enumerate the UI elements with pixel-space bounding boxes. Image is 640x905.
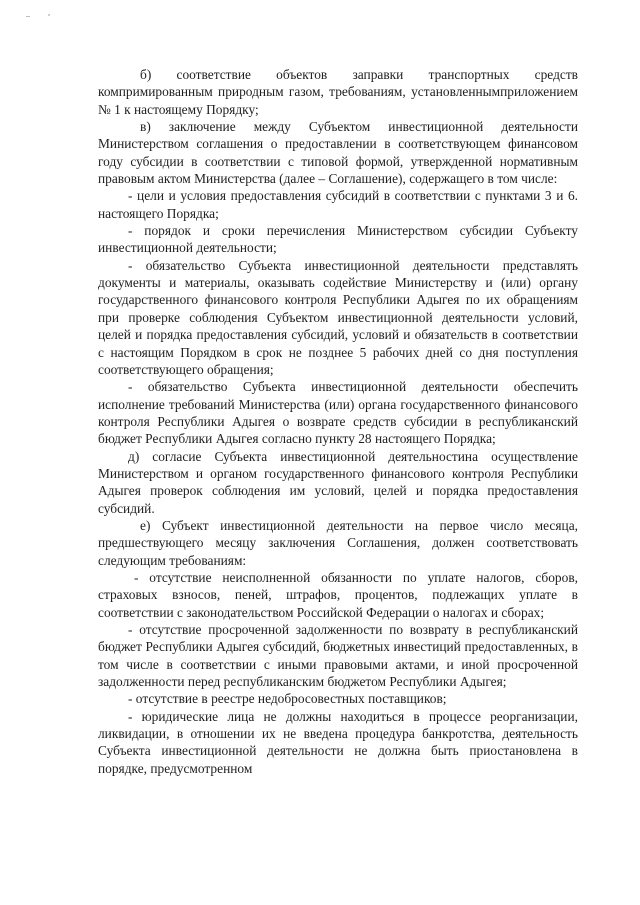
paragraph: - цели и условия предоставления субсидий в соответствии с пунктами 3 и 6. настоящего Порядка; (98, 188, 578, 221)
paragraph: - юридические лица не должны находиться в процессе реорганизации, ликвидации, в отношении их не введена процедура банкротства, деятельность Субъекта инвестиционной деятельности не должна быть приостановлена в порядке, предусмотренном (98, 708, 578, 776)
paragraph: - отсутствие в реестре недобросовестных поставщиков; (128, 691, 447, 707)
paragraph: - отсутствие неисполненной обязанности по уплате налогов, сборов, страховых взносов, пеней, штрафов, процентов, подлежащих уплате в соответствии с законодательством Российской Федерации о налогах и сборах; (98, 569, 578, 620)
scan-artifact (26, 16, 30, 17)
paragraph: б) соответствие объектов заправки транспортных средств компримированным природным газом, требованиям, установленнымприложением № 1 к настоящему Порядку; (98, 67, 578, 117)
scan-artifact (48, 14, 50, 16)
paragraph: - обязательство Субъекта инвестиционной деятельности обеспечить исполнение требований Министерства (или) органа государственного финансового контроля Республики Адыгея о возврате средств субсидии в республиканский бюджет Республики Адыгея согласно пункту 28 настоящего Порядка; (98, 379, 578, 447)
paragraph: д) согласие Субъекта инвестиционной деятельностина осуществление Министерством и органом государственного финансового контроля Республики Адыгея проверок соблюдения им условий, целей и порядка предоставления субсидий. (98, 448, 578, 516)
paragraph: - обязательство Субъекта инвестиционной деятельности представлять документы и материалы, оказывать содействие Министерству и (или) органу государственного финансового контроля Республики Адыгея по их обращениям при проверке соблюдения Субъектом инвестиционной деятельности условий, целей и порядка предоставления субсидий, условий и обязательств в соответствии с настоящим Порядком в срок не позднее 5 рабочих дней со дня поступления соответствующего обращения; (98, 257, 578, 377)
paragraph: в) заключение между Субъектом инвестиционной деятельности Министерством соглашения о предоставлении в соответствующем финансовом году субсидии в соответствии с типовой формой, утвержденной нормативным правовым актом Министерства (далее – Соглашение), содержащего в том числе: (98, 119, 578, 187)
document-body (98, 66, 578, 777)
paragraph: - порядок и сроки перечисления Министерством субсидии Субъекту инвестиционной деятельности; (98, 223, 578, 256)
paragraph: е) Субъект инвестиционной деятельности на первое число месяца, предшествующего месяцу заключения Соглашения, должен соответствовать следующим требованиям: (98, 517, 578, 568)
paragraph: - отсутствие просроченной задолженности по возврату в республиканский бюджет Республики Адыгея субсидий, бюджетных инвестиций предоставленных, в том числе в соответствии с иными правовыми актами, и иной просроченной задолженности перед республиканским бюджетом Республики Адыгея; (98, 622, 578, 690)
